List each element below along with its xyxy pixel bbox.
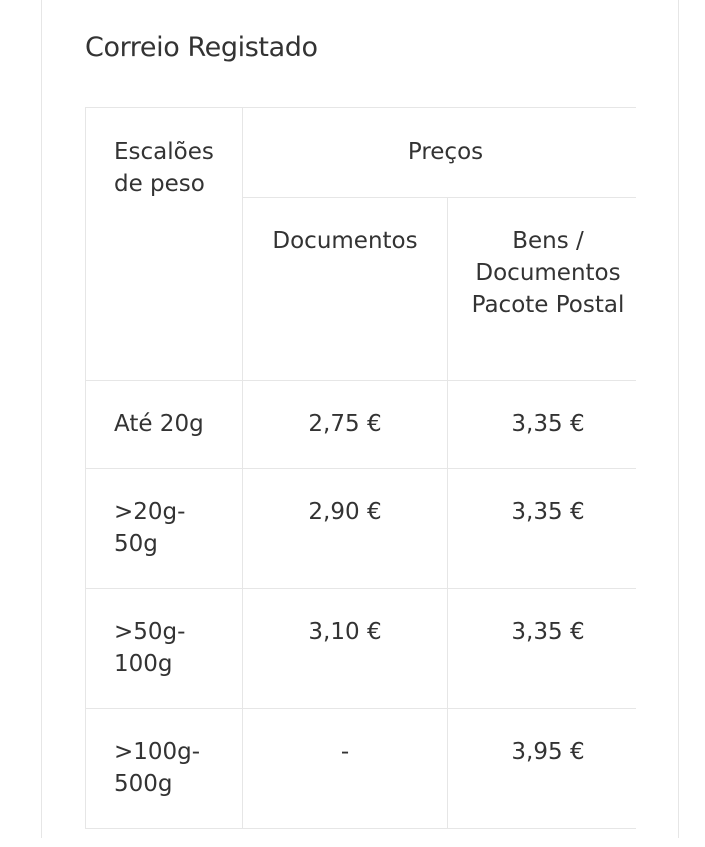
section-title: Correio Registado	[85, 32, 318, 63]
content-card	[41, 0, 679, 838]
table-row	[86, 469, 637, 589]
weight-range-cell: >50g-100g	[86, 589, 243, 709]
documents-price-cell: 2,90 €	[243, 469, 448, 589]
table-row	[86, 589, 637, 709]
price-table-scroll-container[interactable]	[85, 107, 636, 847]
price-table	[85, 107, 636, 829]
header-prices: Preços	[243, 108, 637, 198]
documents-price-cell: -	[243, 709, 448, 829]
documents-price-cell: 2,75 €	[243, 381, 448, 469]
weight-range-cell: >20g-50g	[86, 469, 243, 589]
goods-price-cell: 3,35 €	[448, 469, 637, 589]
header-documents: Documentos	[243, 198, 448, 381]
goods-price-cell: 3,35 €	[448, 589, 637, 709]
goods-price-cell: 3,95 €	[448, 709, 637, 829]
header-goods-documents-postal-package: Bens / Documentos Pacote Postal	[448, 198, 637, 381]
table-row	[86, 381, 637, 469]
weight-range-cell: Até 20g	[86, 381, 243, 469]
weight-range-cell: >100g-500g	[86, 709, 243, 829]
documents-price-cell: 3,10 €	[243, 589, 448, 709]
goods-price-cell: 3,35 €	[448, 381, 637, 469]
table-row	[86, 709, 637, 829]
header-weight-ranges: Escalões de peso	[86, 108, 243, 381]
